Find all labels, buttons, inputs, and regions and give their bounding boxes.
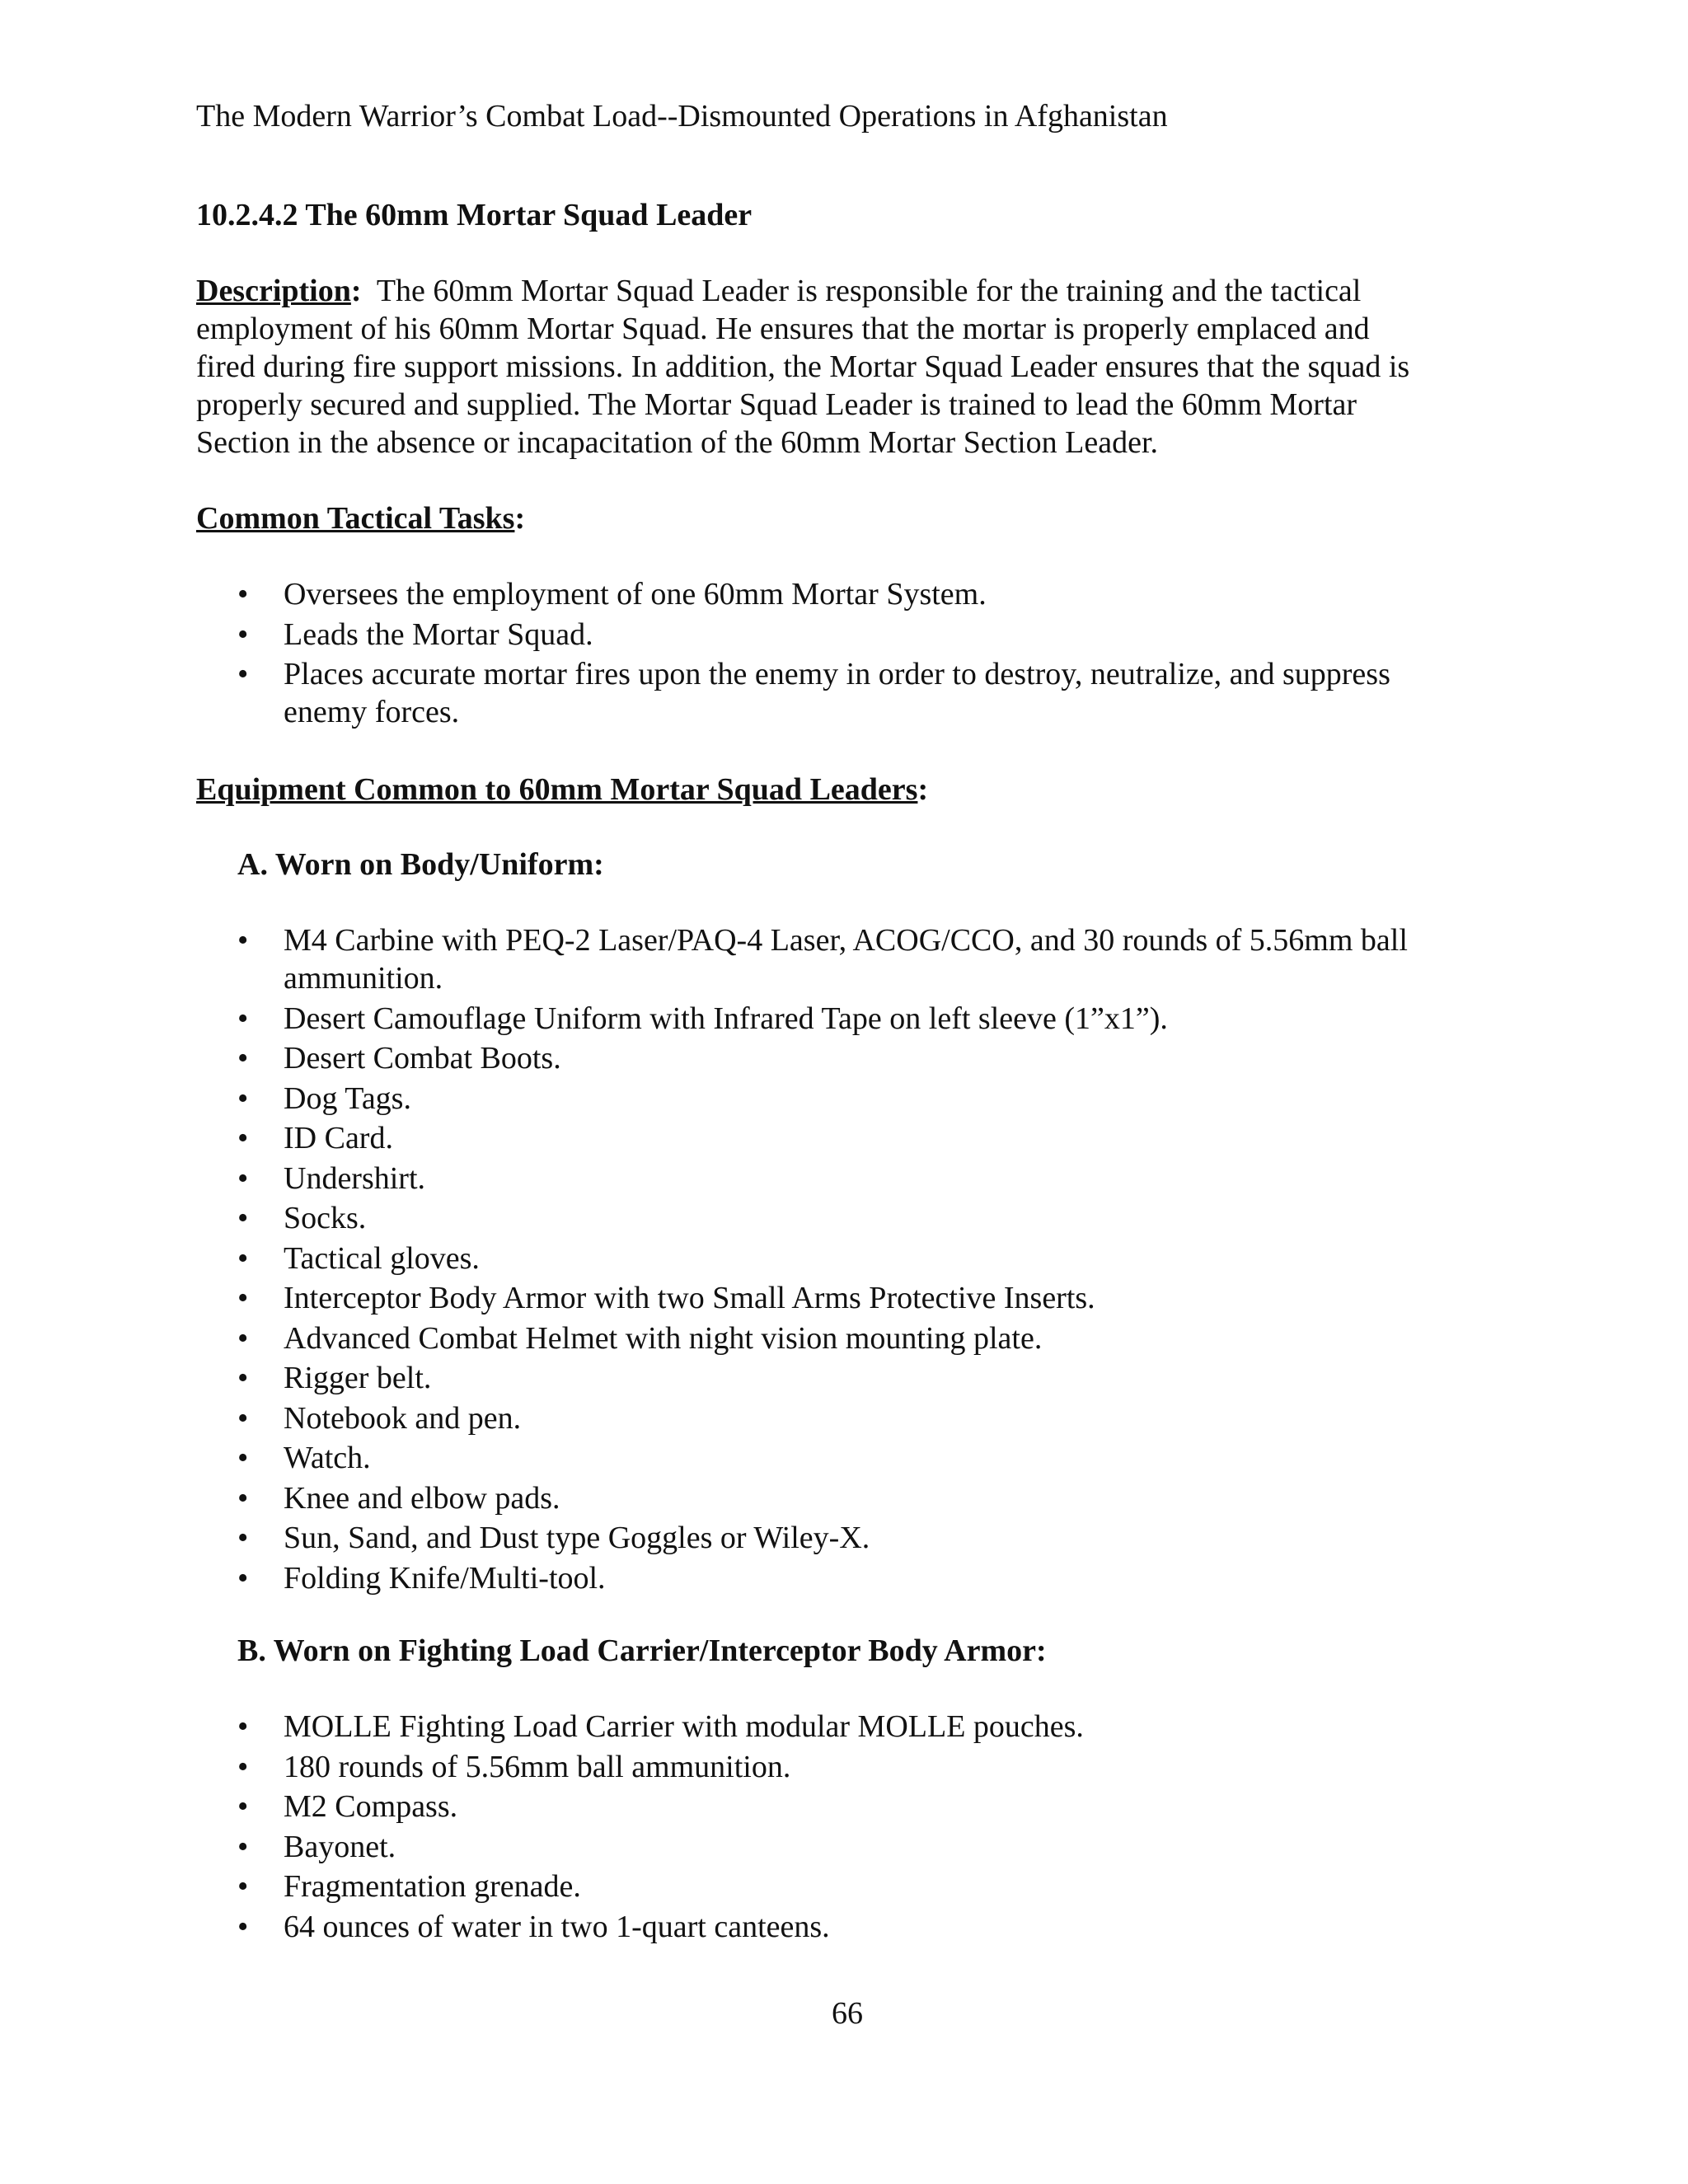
- equipment-item: [196, 1559, 1498, 1597]
- tasks-heading: [196, 499, 525, 537]
- equipment-item: [196, 1160, 1498, 1197]
- equipment-item-text: Sun, Sand, and Dust type Goggles or Wiley-X.: [284, 1521, 870, 1555]
- task-item-text: Leads the Mortar Squad.: [284, 616, 593, 652]
- bullet-icon: •: [237, 1480, 249, 1516]
- equipment-heading: [196, 771, 928, 808]
- tasks-heading-colon: :: [514, 501, 526, 536]
- description-line: fired during fire support missions. In addition, the Mortar Squad Leader ensures that the squad is: [196, 349, 1410, 384]
- equipment-item-text: ammunition.: [284, 961, 443, 996]
- bullet-icon: •: [237, 1749, 249, 1784]
- bullet-icon: •: [237, 577, 249, 612]
- task-item: [196, 575, 1498, 613]
- page-number: 66: [832, 1996, 863, 2031]
- equipment-item: [196, 1000, 1498, 1038]
- description-line: properly secured and supplied. The Mortar Squad Leader is trained to lead the 60mm Mortar: [196, 387, 1357, 422]
- task-item: [196, 616, 1498, 654]
- equipment-item: [196, 1199, 1498, 1237]
- equipment-item-text: Bayonet.: [284, 1829, 396, 1864]
- equipment-item-text: Desert Camouflage Uniform with Infrared Tape on left sleeve (1”x1”).: [284, 1001, 1168, 1036]
- bullet-icon: •: [237, 1201, 249, 1235]
- equipment-item: [196, 921, 1498, 997]
- equipment-item: [196, 1279, 1498, 1317]
- equipment-item-text: Folding Knife/Multi-tool.: [284, 1560, 606, 1596]
- equipment-item: [196, 1908, 1498, 1946]
- bullet-icon: •: [237, 1560, 249, 1596]
- equipment-item: [196, 1519, 1498, 1557]
- section-b-title: B. Worn on Fighting Load Carrier/Interceptor Body Armor:: [237, 1633, 1047, 1668]
- tasks-heading-text: Common Tactical Tasks: [196, 501, 515, 536]
- bullet-icon: •: [237, 657, 249, 691]
- equipment-item-text: Tactical gloves.: [284, 1240, 480, 1276]
- bullet-icon: •: [237, 1789, 249, 1824]
- description-text: The 60mm Mortar Squad Leader is responsible for the training and the tactical: [361, 274, 1362, 308]
- equipment-item: [196, 1828, 1498, 1866]
- bullet-icon: •: [237, 923, 249, 958]
- equipment-item: [196, 1748, 1498, 1786]
- equipment-item-text: 64 ounces of water in two 1-quart canteens.: [284, 1909, 830, 1944]
- bullet-icon: •: [237, 1869, 249, 1904]
- equipment-item-text: M4 Carbine with PEQ-2 Laser/PAQ-4 Laser, ACOG/CCO, and 30 rounds of 5.56mm ball: [284, 923, 1408, 958]
- bullet-icon: •: [237, 1121, 249, 1155]
- equipment-item: [196, 1439, 1498, 1477]
- equipment-item-text: Desert Combat Boots.: [284, 1041, 561, 1076]
- task-item: [196, 655, 1498, 731]
- bullet-icon: •: [237, 1240, 249, 1276]
- description-label: Description: [196, 274, 351, 308]
- section-a-list: [196, 921, 1498, 1599]
- equipment-item: [196, 1080, 1498, 1118]
- task-item-text: Oversees the employment of one 60mm Mortar System.: [284, 577, 987, 612]
- equipment-item-text: Dog Tags.: [284, 1080, 411, 1116]
- running-header: The Modern Warrior’s Combat Load--Dismounted Operations in Afghanistan: [196, 99, 1168, 134]
- bullet-icon: •: [237, 1709, 249, 1744]
- bullet-icon: •: [237, 1080, 249, 1116]
- equipment-item-text: Notebook and pen.: [284, 1400, 522, 1436]
- equipment-item-text: Advanced Combat Helmet with night vision mounting plate.: [284, 1320, 1043, 1356]
- equipment-item-text: Watch.: [284, 1441, 371, 1475]
- bullet-icon: •: [237, 1001, 249, 1036]
- bullet-icon: •: [237, 1041, 249, 1076]
- section-b-list: [196, 1708, 1498, 1947]
- bullet-icon: •: [237, 1909, 249, 1944]
- equipment-item: [196, 1119, 1498, 1157]
- equipment-item-text: Undershirt.: [284, 1160, 426, 1196]
- bullet-icon: •: [237, 1400, 249, 1436]
- tasks-list: [196, 575, 1498, 733]
- equipment-item-text: Interceptor Body Armor with two Small Arms Protective Inserts.: [284, 1281, 1095, 1315]
- equipment-item: [196, 1788, 1498, 1825]
- description-line: [196, 272, 1498, 310]
- task-item-text: enemy forces.: [284, 695, 460, 729]
- equipment-item-text: ID Card.: [284, 1121, 393, 1155]
- equipment-item: [196, 1319, 1498, 1357]
- bullet-icon: •: [237, 1361, 249, 1395]
- equipment-item-text: 180 rounds of 5.56mm ball ammunition.: [284, 1749, 791, 1784]
- bullet-icon: •: [237, 1521, 249, 1555]
- equipment-item-text: MOLLE Fighting Load Carrier with modular MOLLE pouches.: [284, 1709, 1084, 1744]
- description-line: employment of his 60mm Mortar Squad. He ensures that the mortar is properly emplaced and: [196, 312, 1370, 346]
- equipment-item-text: Fragmentation grenade.: [284, 1869, 581, 1904]
- equipment-item: [196, 1399, 1498, 1437]
- equipment-heading-text: Equipment Common to 60mm Mortar Squad Leaders: [196, 772, 918, 807]
- equipment-item: [196, 1039, 1498, 1077]
- description-line: Section in the absence or incapacitation of the 60mm Mortar Section Leader.: [196, 425, 1159, 460]
- bullet-icon: •: [237, 1829, 249, 1864]
- equipment-item: [196, 1479, 1498, 1517]
- equipment-item-text: Socks.: [284, 1201, 367, 1235]
- section-title: 10.2.4.2 The 60mm Mortar Squad Leader: [196, 198, 753, 232]
- equipment-item: [196, 1868, 1498, 1905]
- equipment-item-text: Rigger belt.: [284, 1361, 432, 1395]
- equipment-item: [196, 1359, 1498, 1397]
- section-a-title: A. Worn on Body/Uniform:: [237, 847, 604, 882]
- bullet-icon: •: [237, 1281, 249, 1315]
- equipment-item: [196, 1240, 1498, 1277]
- bullet-icon: •: [237, 1320, 249, 1356]
- description-paragraph: [196, 272, 1498, 462]
- bullet-icon: •: [237, 616, 249, 652]
- task-item-text: Places accurate mortar fires upon the enemy in order to destroy, neutralize, and suppress: [284, 657, 1390, 691]
- equipment-item-text: M2 Compass.: [284, 1789, 458, 1824]
- bullet-icon: •: [237, 1160, 249, 1196]
- equipment-item: [196, 1708, 1498, 1746]
- equipment-item-text: Knee and elbow pads.: [284, 1480, 560, 1516]
- equipment-heading-colon: :: [917, 772, 929, 807]
- description-colon: :: [350, 274, 362, 308]
- bullet-icon: •: [237, 1441, 249, 1475]
